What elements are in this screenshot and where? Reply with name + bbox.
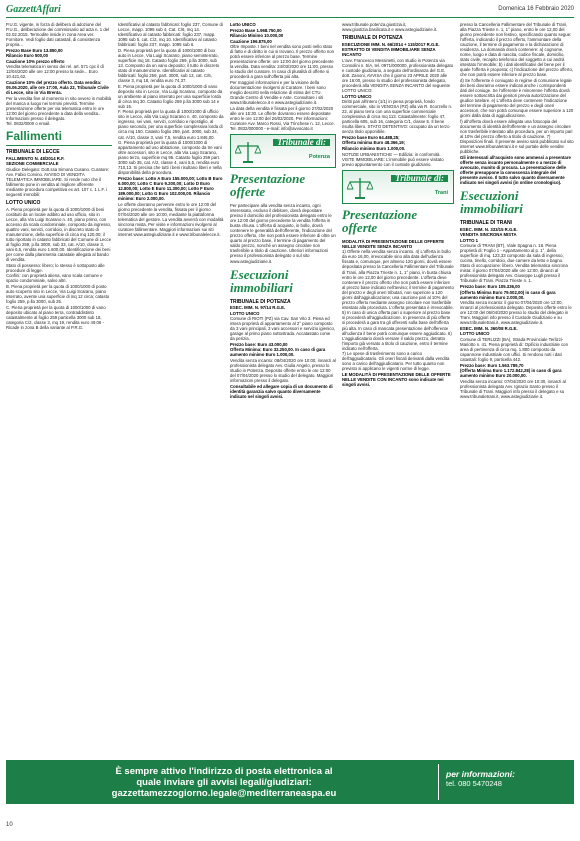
column-2 — [118, 22, 224, 757]
notice-text: Consultabile ed allegare copia di un documento di identità garanzia salvo quanto diversamente indicato nel singoli avvisi. — [230, 383, 333, 399]
section-heading-esecuzioni: Esecuzioni immobiliari — [460, 188, 523, 216]
body-text: Le offerte dovranno pervenire entro le ore 12:00 del giorno precedente la vendita, fissata per il giorno 07/04/2020 alle ore 10:00, mediante la piattaforma telematica del gestore. La vendita avverrà con modalità sincrona mista. Per visite e informazioni rivolgersi al curatore fallimentare. Maggiori informazioni sui siti internet www.astegiudiziarie.it e www.tribunalelecce.it. — [118, 201, 224, 237]
pres-footer: LE MODALITÀ DI PRESENTAZIONE DELLE OFFERTE NELLE VENDITE CON INCANTO sono indicate nei singoli avvisi. — [342, 371, 451, 388]
body-text: Per partecipare alla vendita senza incanto, ogni interessato, escluso il debitore, dovrà depositare presso il domicilio del professionista delegato entro le ore 12:00 del giorno precedente la vendita l'offerta in busta chiusa. L'offerta di acquisto, in bollo, dovrà contenere le generalità dell'offerente, l'indicazione del prezzo offerto, che non potrà essere inferiore di oltre un quarto al prezzo base, il termine di pagamento del saldo prezzo, nonché un assegno circolare non trasferibile a titolo di cauzione. Ulteriori informazioni presso il professionista delegato o sul sito www.astegiudiziarie.it. — [230, 202, 336, 264]
lotto-heading: LOTTO UNICO — [342, 93, 372, 99]
lotto-heading: LOTTO UNICO — [6, 200, 41, 207]
case-sub: VENDITA SINCRONA MISTA — [460, 232, 517, 238]
body-text: Vendita senza incanto: il giorno 07/04/2020 ore 12:00, innanzi al professionista delegato. Deposito offerte entro le ore 12:00 del 06/04/2020 presso lo studio del delegato in Trani. Maggiori info presso il Custode Giudiziario e su www.tribunaletrani.it, www.astegiudiziarie.it. — [460, 300, 572, 326]
case-head: ESEC. IMM. N. 333/15 R.G.E. — [460, 226, 518, 232]
price-base: Prezzo base: Euro 1.563.789,70 — [460, 362, 524, 368]
price-base: Prezzo Base 1.968.750,00 — [230, 27, 282, 33]
prices-text: Prezzo base: Lotto A Euro 155.000,00; Lotto B Euro 6.000,00; Lotto C Euro 9.200,00; Lotto D Euro 12.800,00; Lotto E Euro 11.300,00; Lotto F Euro 189.000,00; Lotto G Euro 102.000,00. Rilancio minimo: Euro 2.000,00. — [118, 175, 223, 202]
offer-min: Offerta Minima: Euro 32.250,00. In caso di gara aumento minimo Euro 1.000,00. — [230, 347, 326, 358]
body-text: G. Piena proprietà per la quota di 1000/1000 di appartamento ad uso abitazione, composto da tre vani oltre accessori, sito in Lecce, alla Via Luigi Scarano, piano terzo, superficie mq 95. Catasto foglio 259 part. 3000 sub 35, cat. A/2, classe 4, vani 5,5, rendita euro 710,13. Si precisa che tutti i beni risultano liberi e nella disponibilità della procedura. — [118, 140, 222, 176]
column-4 — [342, 22, 454, 757]
lotto-body: Diritti pari all'intero (1/1) in piena proprietà, fondo commerciale, sito in VENOSA (PZ) alla via R. Scorzello n. 22, al piano terra con una superficie commerciale complessiva di circa mq 113. Catastalmente: foglio 47, particella 605, sub 16, categoria C/1, classe 5. Il bene risulta libero. STATO DETENTIVO: occupato da un terzo senza titolo opponibile. — [342, 99, 453, 135]
body-text: Comune di TERLIZZI (BA), Strada Provinciale Terlizzi-Mariotto n. 41. Piena proprietà di: Opificio industriale con area di pertinenza di circa mq. 1.800 composto da capannone industriale con uffici. Si rendono noti i dati catastali: foglio 9, particella 442. — [460, 336, 568, 363]
body-text: Identificativi al catasto fabbricati: foglio 237, Comune di Lecce, mapp. 1095 sub 4, Cat. C/6, mq 14. Identificativo al catasto fabbricati: foglio 237, mapp. 1095 sub 5, cat. C/2, mq 10. Identificativo al catasto fabbricati: foglio 237, mapp. 1095 sub 6. — [118, 22, 223, 48]
section-heading-esecuzioni: Esecuzioni immobiliari — [230, 266, 293, 295]
case-head: FALLIMENTO N. 48/2014 R.F. — [6, 155, 65, 161]
rilancio: Rilancio minimo Euro 1.000,00. — [342, 146, 406, 152]
price-base: Prezzo base: Euro 43.000,00 — [230, 341, 288, 347]
case-body: Giudice Delegato: Dott.ssa Simona Cusano. Curatore: Avv. Fabio Corvino. AVVISO DI VENDITA TELEMATICA IMMOBILIARE. Si rende noto che il fallimento pone in vendita al migliore offerente mediante procedura competitiva ex art. 107 c. 1 L.F. i seguenti immobili: — [6, 167, 110, 198]
offer-min: (Offerta Minima Euro 1.172.842,28) in caso di gara aumento minimo Euro 20.000,00. — [460, 368, 562, 379]
body-text: 7) Le spese di trasferimento sono a carico dell'aggiudicatario. Gli oneri fiscali derivanti dalla vendita sono a carico dell'aggiudicatario. Per tutto quanto non previsto si applicano le vigenti norme di legge. — [342, 351, 450, 372]
body-text: f) all'offerta dovrà essere allegata una fotocopia del documento di identità dell'offerente e un assegno circolare non trasferibile intestato alla procedura, per un importo pari al 10% del prezzo offerto a titolo di cauzione. 7) Disposizioni finali. Il presente avviso sarà pubblicato sul sito internet www.tribunaletrani.it e sul portale delle vendite pubbliche. — [460, 118, 574, 155]
page-number: 10 — [6, 822, 13, 828]
case-head: ESEC. IMM. N. 97/14 R.G.E. — [230, 305, 286, 311]
contact-banner — [6, 760, 574, 804]
sale-info: Vendita telematica in senso dei rel. art. 571 cpc il dì 12/04/2020 alle ore 12:00 presso la sede... Euro 10.421,62. — [6, 64, 104, 80]
info-label: per informazioni: — [446, 769, 515, 779]
case-head: ESECUZIONE IMM. N. 66/2014 + 115/2017 R.G.E. — [342, 41, 440, 47]
notice-text: Gli interessati all'acquisto sono ammessi a presentare offerte senza incanto personalmente o a mezzo di avvocato, munito di procura. La presentazione delle offerte presuppone la conoscenza integrale del presente avviso. Il tutto salvo quanto diversamente indicato nei singoli avvisi (in ordine cronologico). — [460, 154, 571, 185]
scales-of-justice-icon — [235, 140, 261, 164]
rilancio: Rilancio Euro 500,00 — [6, 53, 49, 59]
lotto-heading: Lotto UNICO — [230, 22, 256, 27]
body-text: La data della vendita è fissata per il giorno 27/02/2020 alle ore 15:30. Le offerte dovranno essere depositate entro le ore 12:00 del 26/02/2020. Per informazioni: Curatore Avv. Marco Rossi, Via Trinchese n. 12, Lecce. Tel. 0832/000000 - e-mail: info@avvocato.it — [230, 105, 335, 131]
body-text: Per maggiori informazioni e per la visione della documentazione rivolgersi al Curatore. I beni sono meglio descritti nella relazione di stima del CTU. Grande Centro di Vendite e Aste. Consultare i siti www.tribunalelecce.it e www.astegiudiziarie.it. — [230, 80, 326, 106]
offer-min: (Offerta Minima Euro 79.002,00) in caso di gara aumento minimo Euro 2.000,00. — [460, 289, 556, 300]
tribunal-name: TRIBUNALE DI POTENZA — [342, 35, 403, 42]
body-text: E. Piena proprietà per la quota di 1000/1000 di vano deposito sito in Lecce, Via Luigi Scarano, composto da un ambiente al piano interrato per una superficie lorda di circa mq 30. Catasto foglio 259 p.lla 3000 sub 14 e sub 15. — [118, 83, 223, 109]
phone-number[interactable]: tel. 080 5470248 — [446, 779, 502, 788]
case-sub: SEZIONE COMMERCIALE — [6, 161, 59, 167]
tribunal-name: TRIBUNALE DI POTENZA — [230, 298, 291, 305]
masthead-logo: GazzettAffari — [6, 4, 61, 15]
contact-text: Tel. 0832/0000 o email. — [6, 121, 51, 127]
price-base: Prezzo base Euro 64.488,25; — [342, 134, 400, 140]
column-1 — [6, 22, 112, 757]
lotto-heading: LOTTO 1 — [460, 237, 479, 243]
case-sub: ESTRATTO DI VENDITA IMMOBILIARE SENZA INCANTO — [342, 47, 436, 58]
body-text: NOTIZIE URBANISTICHE — Edilizia: in conformità. VISTE IMMOBILIARE: L'immobile può essere visitato previo appuntamento con il custode giudiziario. — [342, 151, 444, 167]
section-heading-presentazione: Presentazione offerte — [342, 206, 418, 235]
column-3 — [230, 22, 336, 757]
cauzione: Cauzione 10% prezzo offerto — [6, 58, 65, 64]
intro-text: P.U.G. vigente, in forza di delibera di adozione del P.U.G., deliberazione dei commissario ad acta n. 1 del 02.02.2015. Termodite inside in zona Area ver. Fornitore. Vedi foglio dati catastali, di consistenza propria... — [6, 22, 110, 48]
cauzione: Cauzione 196.875,00 — [230, 38, 272, 44]
banner-line: quale inviare gli avvisi legali/giudiziari: — [136, 777, 312, 788]
body-text: D. Piena proprietà per la quota di 1000/1000 di box auto in Lecce, Via Luigi Scarano, piano seminterrato, superficie mq 18. Catasto foglio 259, p.lla 3000, sub 13. Composto da un vano deposito; il tutto in discreto stato di manutenzione. Identificativi al catasto fabbricati: foglio 259, part. 3000, sub 13, cat. C/6, classe 3, mq 18, rendita euro 74,37. — [118, 47, 220, 84]
body-text: F. Piena proprietà per la quota di 1000/1000 di ufficio sito in Lecce, alla Via Luigi Scarano n. 40, composto da ingresso, sei vani, servizi, corridoio e ripostiglio, al piano secondo, per una superficie complessiva lorda di circa mq 150. Catasto foglio 259, part. 3000, sub 34, cat. A/10, classe 3, vani 7,5, rendita euro 1.846,00. — [118, 109, 224, 140]
lotto-heading: LOTTO UNICO — [230, 310, 260, 316]
body-text: 5) In caso di unica offerta pari o superiore al prezzo base si procederà all'aggiudicazione. In presenza di più offerte si procederà a gara tra gli offerenti sulla base dell'offerta più alta. In caso di mancata presentazione dell'offerente all'udienza il bene potrà comunque essere aggiudicato. 6) L'aggiudicatario dovrà versare il saldo prezzo, detratto l'importo già versato a titolo di cauzione, entro il termine indicato nell'offerta. — [342, 310, 452, 351]
body-text: L'avv. Francesco Messinetti, con studio in Potenza via Consolini n. 5/A, tel. 0971/000000, professionista delegato e custode giudiziario, a seguito dell'ordinanza del G.E. dott. Zanoni, AVVISA che il giorno 23 APRILE 2020 alle ore 16:00, presso lo studio del professionista delegato, procederà alla VENDITA SENZA INCANTO del seguente LOTTO UNICO: — [342, 57, 454, 94]
body-text: Vendita senza incanto: 08/04/2020 ore 10:00, innanzi al professionista delegato Avv. Giulia Angelo, presso lo studio in Potenza. Deposito offerte entro le ore 12:00 del 07/04/2020 presso lo studio del delegato. Maggiori informazioni presso il delegato. — [230, 358, 336, 384]
page-header — [6, 4, 574, 18]
tribunal-label: Tribunale di: — [391, 175, 448, 182]
scales-of-justice-icon — [347, 176, 373, 200]
tribunal-city: Trani — [434, 189, 448, 196]
confini-text: Confini: con proprietà aliena, vano scala comune e spazio condominiale, salvo altri. — [6, 273, 103, 284]
pres-heading: MODALITÀ DI PRESENTAZIONE DELLE OFFERTE NELLE VENDITE SENZA INCANTO — [342, 238, 445, 249]
body-text: d) Se l'offerente è coniugato in regime di comunione legale dei beni dovranno essere indicati anche i corrispondenti dati del coniuge. Se l'offerente è minorenne l'offerta dovrà essere sottoscritta dai genitori previa autorizzazione del giudice tutelare. e) L'offerta deve contenere l'indicazione del termine di pagamento del prezzo e degli oneri accessori, che non potrà comunque essere superiore a 120 giorni dalla data di aggiudicazione. — [460, 78, 574, 119]
tribunal-banner-trani — [342, 170, 454, 204]
tribunal-name: TRIBUNALE DI LECCE — [6, 149, 60, 156]
lotti-d-text: C. Piena proprietà per la quota di 1000/1000 di vano deposito ubicato al piano terra, contraddistinto catastalmente al foglio 259 particella 3000 sub 18, categoria C/2, classe 3, mq 19, rendita euro 49,06 - Ricade in zona B della variante al P.R.G. — [6, 304, 106, 330]
tribunal-label: Tribunale di: — [273, 139, 330, 146]
case-head: ESEC. IMM. N. 360/08 R.G.E. — [460, 325, 518, 331]
sites-text: www.tribunale.potenza.giustizia.it, www.giustizia.basilicata.it e www.astegiudiziarie.it. — [342, 22, 438, 33]
rilancio: Rilancio Minimo 10.000,00 — [230, 33, 284, 39]
banner-divider — [438, 764, 439, 800]
issue-date: Domenica 16 Febbraio 2020 — [498, 6, 574, 12]
tribunal-name: TRIBUNALE DI TRANI — [460, 220, 512, 226]
section-heading-presentazione: Presentazione offerte — [230, 170, 306, 199]
section-heading-fallimenti: Fallimenti — [6, 130, 112, 146]
lotto-body: A. Piena proprietà per la quota di 1000/1000 di beni costituiti da un locale adibito ad uso ufficio, sito in Lecce, alla Via Luigi Scarano n. 40, piano primo, con accesso da scala condominiale, composto da ingresso, quattro vani, servizi, corridoio, in discreto stato di manutenzione, della superficie di circa mq 120,00; il tutto riportato in catasto fabbricati del Comune di Lecce al foglio 259, p.lla 3000, sub 33, cat. A/10, classe 3, vani 6,5, rendita euro 1.600,00. Identificazione dei beni per come dalla planimetria catastale allegata al bando di vendita. — [6, 206, 112, 263]
banner-line: È sempre attivo l'indirizzo di posta elettronica al — [115, 766, 333, 777]
stato-text: Stato di possesso: libero; lo stesso è sottoposto alle procedure di legge. — [6, 262, 105, 273]
lotto-heading: LOTTO UNICO — [460, 331, 490, 337]
tribunal-banner-potenza — [230, 134, 336, 168]
body-text: presso la Cancelleria Fallimentare del Tribunale di Trani, alla Piazza Trieste n. 1, 1° piano, entro le ore 12,00 del giorno precedente non festivo, specificando quanto segue: l'offerta, indicando il prezzo offerto, l'ammontare della cauzione, il termine di pagamento e la dichiarazione di residenza. La domanda dovrà contenere: a) cognome, nome, luogo e data di nascita, codice fiscale, domicilio, stato civile, recapito telefonico del soggetto a cui andrà intestato l'immobile; b) i dati identificativi del bene per il quale l'offerta è proposta; c) l'indicazione del prezzo offerto, che non potrà essere inferiore al prezzo base. — [460, 22, 574, 78]
cauzione-date: Cauzione 10% del prezzo offerto. Data vendita: 05.06.2020, alle ore 17:00, Aula 22, Tribunale Civile di Lecce, sito in Via Brenta. — [6, 80, 109, 96]
body-text: 1) Offerte nella vendita senza incanto. 4) L'offerta in bollo da euro 16,00, irrevocabile sino alla data dell'udienza fissata e, comunque, per almeno 120 giorni, dovrà essere depositata presso la Cancelleria Fallimentare del Tribunale di Trani, alla Piazza Trieste n. 1, 1° piano, in busta chiusa entro le ore 12,00 del giorno precedente. L'offerta deve contenere il prezzo offerto che non potrà essere inferiore al prezzo base indicato nell'avviso; il termine di pagamento del prezzo e degli oneri tributari, non superiore a 120 giorni dall'aggiudicazione; una cauzione pari al 10% del prezzo offerto mediante assegno circolare non trasferibile intestato alla procedura. L'offerta presentata è irrevocabile. — [342, 249, 454, 310]
body-text: Comune di RIOTI (PZ) via Cav. San Vito 3. Piena ed intera proprietà di appartamento al 2° piano composto da 3 vani principali, 3 vani accessori e servizio igienico, garage al primo piano sottostrada. Accatastato come da perizia. — [230, 316, 336, 342]
column-5 — [460, 22, 574, 757]
price-base: Prezzo Base Euro 13.850,00 — [6, 47, 63, 53]
price-base: Prezzo base: Euro 105.336,00 — [460, 284, 520, 290]
banner-info — [446, 769, 570, 789]
body-text: Per la vendita fine al momento in sito ovvero in mobilità del manca a luogo nei termini previsti. Termine presentazione offerte per via telematica entro le ore 12:00 del giorno precedente a data della vendita... Informazioni presso il delegato. — [6, 95, 112, 121]
body-text: Vendita senza incanto: 07/04/2020 ore 10:30, innanzi al professionista delegato Avv. Ignazio Santo presso il Tribunale di Trani. Maggiori info presso il delegato e su www.tribunaletrani.it, www.astegiudiziarie.it. — [460, 378, 566, 399]
body-text: Comune di TRANI (BT), Viale Spagna n. 18. Piena proprietà di: Foglio 1 - Appartamento al p. 1°, della superficie di mq. 123,33 composto da sala di ingresso, cucina, tinello, corridoio, due camere da letto e bagno. Stato di occupazione: libero. Vendita telematica sincrona mista: il giorno 07/04/2020 alle ore 12:00, dinanzi al professionista delegato Avv. Giuseppe Lugli presso il Tribunale di Trani. Piazza Trieste n. 1. — [460, 243, 568, 284]
tribunal-city: Potenza — [308, 153, 330, 160]
offer-min: Offerta minima Euro 48.366,19; — [342, 140, 406, 146]
banner-email[interactable]: gazzettamezzogiorno.legale@mediterraneaspa.eu — [111, 788, 337, 799]
banner-message — [14, 766, 434, 799]
body-text: Oltre Imposte. I beni nel vendita sono posti nello stato di fatto e di diritto in cui si trovano. Il prezzo offerto non potrà essere inferiore al prezzo base. Termine presentazione offerte: ore 12:00 del giorno precedente la vendita. Data vendita: 24/03/2020 ore 11:00, presso lo studio del curatore. In caso di pluralità di offerte si procederà a gara sull'offerta più alta. — [230, 44, 335, 80]
lotti-text: B. Piena proprietà per la quota di 1000/1000 di posto auto scoperto sito in Lecce, Via Luigi Scarano, piano interrato, avente una superficie di mq 12 circa; catasto foglio 259, p.lla 3000, sub 25. — [6, 284, 110, 305]
